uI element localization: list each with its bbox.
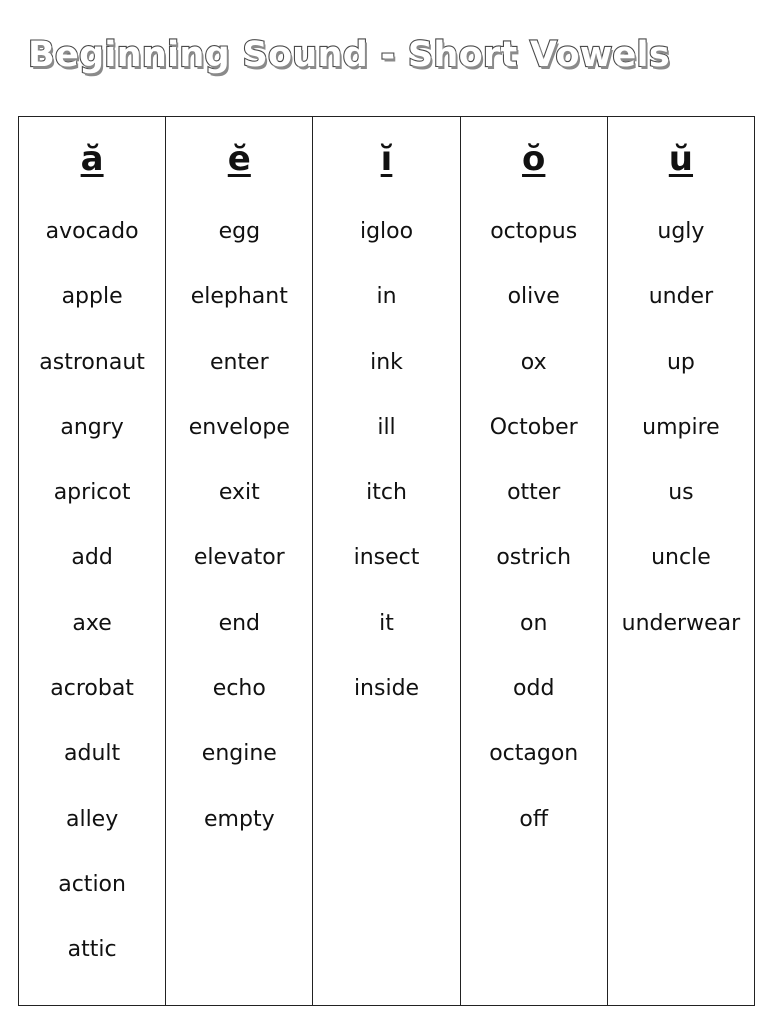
list-item: under [648, 284, 714, 310]
list-item: elevator [193, 545, 285, 571]
word-list [19, 212, 165, 996]
list-item: otter [507, 480, 561, 506]
list-item: uncle [651, 545, 711, 571]
list-item: igloo [359, 219, 414, 244]
list-item: alley [65, 806, 119, 832]
list-item: in [376, 284, 397, 310]
column-short-o [461, 117, 608, 1005]
list-item: envelope [188, 414, 290, 440]
list-item: attic [67, 937, 117, 963]
word-list [461, 212, 607, 865]
list-item: enter [209, 349, 269, 375]
list-item: adult [64, 741, 121, 767]
list-item: empty [204, 806, 275, 832]
list-item: elephant [190, 284, 288, 310]
list-item: octagon [489, 741, 579, 767]
list-item: egg [218, 219, 261, 244]
list-item: olive [507, 284, 560, 310]
list-item: astronaut [39, 349, 145, 375]
list-item: apple [61, 284, 123, 310]
word-list [166, 212, 312, 865]
list-item: octopus [490, 219, 578, 244]
list-item: acrobat [50, 676, 134, 702]
column-header: ŭ [668, 139, 694, 179]
vowel-word-table [18, 116, 755, 1006]
list-item: ink [370, 349, 403, 375]
list-item: us [668, 480, 694, 506]
list-item: angry [60, 414, 124, 440]
list-item: ostrich [496, 545, 572, 571]
list-item: inside [353, 676, 420, 702]
list-item: echo [212, 676, 266, 702]
list-item: off [519, 806, 549, 832]
list-item: action [58, 871, 126, 897]
column-short-a [19, 117, 166, 1005]
list-item: insect [353, 545, 420, 571]
word-list [313, 212, 459, 734]
list-item: ugly [657, 219, 705, 244]
list-item: end [218, 610, 261, 636]
column-short-i [313, 117, 460, 1005]
column-header: ĭ [380, 139, 393, 179]
list-item: engine [201, 741, 277, 767]
list-item: umpire [642, 414, 720, 440]
list-item: ill [377, 414, 396, 440]
list-item: add [71, 545, 113, 571]
list-item: avocado [45, 219, 139, 244]
list-item: odd [513, 676, 555, 702]
list-item: itch [366, 480, 407, 506]
page-title: Beginning Sound - Short Vowels [28, 35, 670, 75]
list-item: on [520, 610, 548, 636]
column-header: ĕ [227, 139, 251, 179]
word-list [608, 212, 754, 669]
column-header: ŏ [522, 139, 546, 179]
list-item: October [489, 414, 578, 440]
column-short-u [608, 117, 754, 1005]
list-item: exit [218, 480, 260, 506]
list-item: underwear [621, 610, 741, 636]
list-item: axe [72, 610, 112, 636]
list-item: it [379, 610, 394, 636]
list-item: apricot [53, 480, 131, 506]
column-header: ă [80, 139, 104, 179]
list-item: up [666, 349, 695, 375]
column-short-e [166, 117, 313, 1005]
list-item: ox [520, 349, 547, 375]
